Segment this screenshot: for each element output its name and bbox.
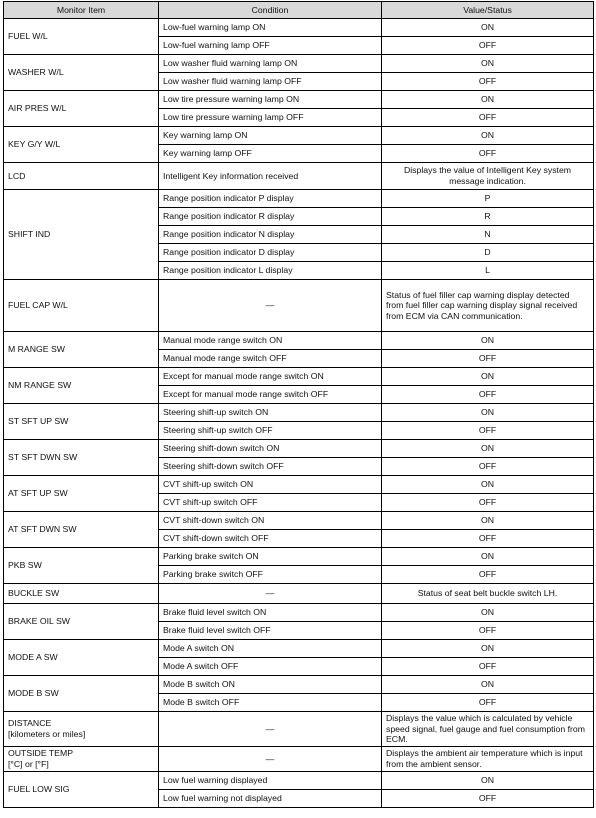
value-status-cell: OFF	[382, 458, 594, 476]
table-row	[4, 55, 594, 73]
value-status-cell: ON	[382, 772, 594, 790]
table-row	[4, 676, 594, 694]
condition-cell: Steering shift-down switch OFF	[159, 458, 382, 476]
value-status-cell: ON	[382, 127, 594, 145]
value-status-cell: Status of fuel filler cap warning display detected from fuel filler cap warning display signal received from ECM via CAN communication.	[382, 280, 594, 332]
condition-cell: —	[159, 747, 382, 772]
value-status-cell: N	[382, 226, 594, 244]
value-status-cell: D	[382, 244, 594, 262]
condition-cell: —	[159, 712, 382, 747]
monitor-item-nm-range-sw: NM RANGE SW	[4, 368, 159, 404]
condition-cell: Brake fluid level switch OFF	[159, 622, 382, 640]
condition-cell: Steering shift-up switch OFF	[159, 422, 382, 440]
condition-cell: Range position indicator L display	[159, 262, 382, 280]
value-status-cell: OFF	[382, 145, 594, 163]
condition-cell: Parking brake switch ON	[159, 548, 382, 566]
value-status-cell: OFF	[382, 350, 594, 368]
condition-cell: Low-fuel warning lamp OFF	[159, 37, 382, 55]
monitor-item-mode-b-sw: MODE B SW	[4, 676, 159, 712]
condition-cell: Brake fluid level switch ON	[159, 604, 382, 622]
value-status-cell: OFF	[382, 622, 594, 640]
table-header-row	[4, 2, 594, 19]
value-status-cell: ON	[382, 676, 594, 694]
condition-cell: Except for manual mode range switch ON	[159, 368, 382, 386]
table-row	[4, 91, 594, 109]
condition-cell: CVT shift-up switch OFF	[159, 494, 382, 512]
condition-cell: —	[159, 280, 382, 332]
condition-cell: Manual mode range switch OFF	[159, 350, 382, 368]
value-status-cell: OFF	[382, 422, 594, 440]
condition-cell: Manual mode range switch ON	[159, 332, 382, 350]
condition-cell: Mode A switch OFF	[159, 658, 382, 676]
value-status-cell: OFF	[382, 790, 594, 808]
condition-cell: Steering shift-down switch ON	[159, 440, 382, 458]
table-row	[4, 640, 594, 658]
table-row	[4, 163, 594, 190]
header-monitor-item: Monitor Item	[4, 2, 159, 19]
monitor-item-at-sft-dwn-sw: AT SFT DWN SW	[4, 512, 159, 548]
condition-cell: Mode B switch OFF	[159, 694, 382, 712]
condition-cell: Steering shift-up switch ON	[159, 404, 382, 422]
monitor-item-buckle-sw: BUCKLE SW	[4, 584, 159, 604]
value-status-cell: ON	[382, 368, 594, 386]
table-row	[4, 280, 594, 332]
monitor-item-table	[3, 1, 594, 808]
monitor-item-washer-w-l: WASHER W/L	[4, 55, 159, 91]
value-status-cell: OFF	[382, 37, 594, 55]
monitor-item-air-pres-w-l: AIR PRES W/L	[4, 91, 159, 127]
condition-cell: Except for manual mode range switch OFF	[159, 386, 382, 404]
condition-cell: Parking brake switch OFF	[159, 566, 382, 584]
table-row	[4, 332, 594, 350]
value-status-cell: OFF	[382, 386, 594, 404]
condition-cell: Low washer fluid warning lamp ON	[159, 55, 382, 73]
value-status-cell: ON	[382, 604, 594, 622]
monitor-item-fuel-w-l: FUEL W/L	[4, 19, 159, 55]
table-row	[4, 368, 594, 386]
value-status-cell: ON	[382, 19, 594, 37]
condition-cell: Low fuel warning not displayed	[159, 790, 382, 808]
condition-cell: Intelligent Key information received	[159, 163, 382, 190]
monitor-item-lcd: LCD	[4, 163, 159, 190]
table-row	[4, 548, 594, 566]
table-row	[4, 404, 594, 422]
condition-cell: Low tire pressure warning lamp OFF	[159, 109, 382, 127]
value-status-cell: OFF	[382, 73, 594, 91]
value-status-cell: ON	[382, 548, 594, 566]
value-status-cell: OFF	[382, 566, 594, 584]
condition-cell: Range position indicator D display	[159, 244, 382, 262]
condition-cell: CVT shift-down switch ON	[159, 512, 382, 530]
table-body	[4, 19, 594, 808]
value-status-cell: ON	[382, 640, 594, 658]
monitor-item-fuel-cap-w-l: FUEL CAP W/L	[4, 280, 159, 332]
table-row	[4, 19, 594, 37]
monitor-item-fuel-low-sig: FUEL LOW SIG	[4, 772, 159, 808]
value-status-cell: P	[382, 190, 594, 208]
value-status-cell: ON	[382, 55, 594, 73]
header-condition: Condition	[159, 2, 382, 19]
table-row	[4, 772, 594, 790]
header-value-status: Value/Status	[382, 2, 594, 19]
table-row	[4, 712, 594, 747]
value-status-cell: Displays the value which is calculated by vehicle speed signal, fuel gauge and fuel consumption from ECM.	[382, 712, 594, 747]
condition-cell: Low-fuel warning lamp ON	[159, 19, 382, 37]
condition-cell: Range position indicator N display	[159, 226, 382, 244]
value-status-cell: ON	[382, 404, 594, 422]
condition-cell: Mode B switch ON	[159, 676, 382, 694]
value-status-cell: ON	[382, 476, 594, 494]
table-row	[4, 512, 594, 530]
monitor-item-brake-oil-sw: BRAKE OIL SW	[4, 604, 159, 640]
value-status-cell: OFF	[382, 494, 594, 512]
monitor-item-key-g-y-w-l: KEY G/Y W/L	[4, 127, 159, 163]
condition-cell: Range position indicator R display	[159, 208, 382, 226]
monitor-item-pkb-sw: PKB SW	[4, 548, 159, 584]
monitor-item-shift-ind: SHIFT IND	[4, 190, 159, 280]
table-row	[4, 584, 594, 604]
value-status-cell: Displays the ambient air temperature which is input from the ambient sensor.	[382, 747, 594, 772]
condition-cell: Key warning lamp OFF	[159, 145, 382, 163]
table-row	[4, 747, 594, 772]
table-row	[4, 127, 594, 145]
value-status-cell: OFF	[382, 109, 594, 127]
condition-cell: CVT shift-down switch OFF	[159, 530, 382, 548]
condition-cell: Low fuel warning displayed	[159, 772, 382, 790]
condition-cell: —	[159, 584, 382, 604]
condition-cell: Mode A switch ON	[159, 640, 382, 658]
monitor-item-distance: DISTANCE [kilometers or miles]	[4, 712, 159, 747]
value-status-cell: Status of seat belt buckle switch LH.	[382, 584, 594, 604]
condition-cell: Low tire pressure warning lamp ON	[159, 91, 382, 109]
condition-cell: CVT shift-up switch ON	[159, 476, 382, 494]
value-status-cell: OFF	[382, 694, 594, 712]
value-status-cell: ON	[382, 91, 594, 109]
monitor-item-st-sft-dwn-sw: ST SFT DWN SW	[4, 440, 159, 476]
value-status-cell: ON	[382, 332, 594, 350]
table-row	[4, 604, 594, 622]
monitor-item-at-sft-up-sw: AT SFT UP SW	[4, 476, 159, 512]
table-row	[4, 476, 594, 494]
condition-cell: Key warning lamp ON	[159, 127, 382, 145]
condition-cell: Low washer fluid warning lamp OFF	[159, 73, 382, 91]
monitor-item-outside-temp: OUTSIDE TEMP [°C] or [°F]	[4, 747, 159, 772]
value-status-cell: OFF	[382, 530, 594, 548]
value-status-cell: ON	[382, 512, 594, 530]
value-status-cell: R	[382, 208, 594, 226]
table-row	[4, 190, 594, 208]
value-status-cell: OFF	[382, 658, 594, 676]
condition-cell: Range position indicator P display	[159, 190, 382, 208]
value-status-cell: Displays the value of Intelligent Key system message indication.	[382, 163, 594, 190]
value-status-cell: ON	[382, 440, 594, 458]
value-status-cell: L	[382, 262, 594, 280]
monitor-item-mode-a-sw: MODE A SW	[4, 640, 159, 676]
monitor-item-m-range-sw: M RANGE SW	[4, 332, 159, 368]
monitor-item-st-sft-up-sw: ST SFT UP SW	[4, 404, 159, 440]
table-row	[4, 440, 594, 458]
